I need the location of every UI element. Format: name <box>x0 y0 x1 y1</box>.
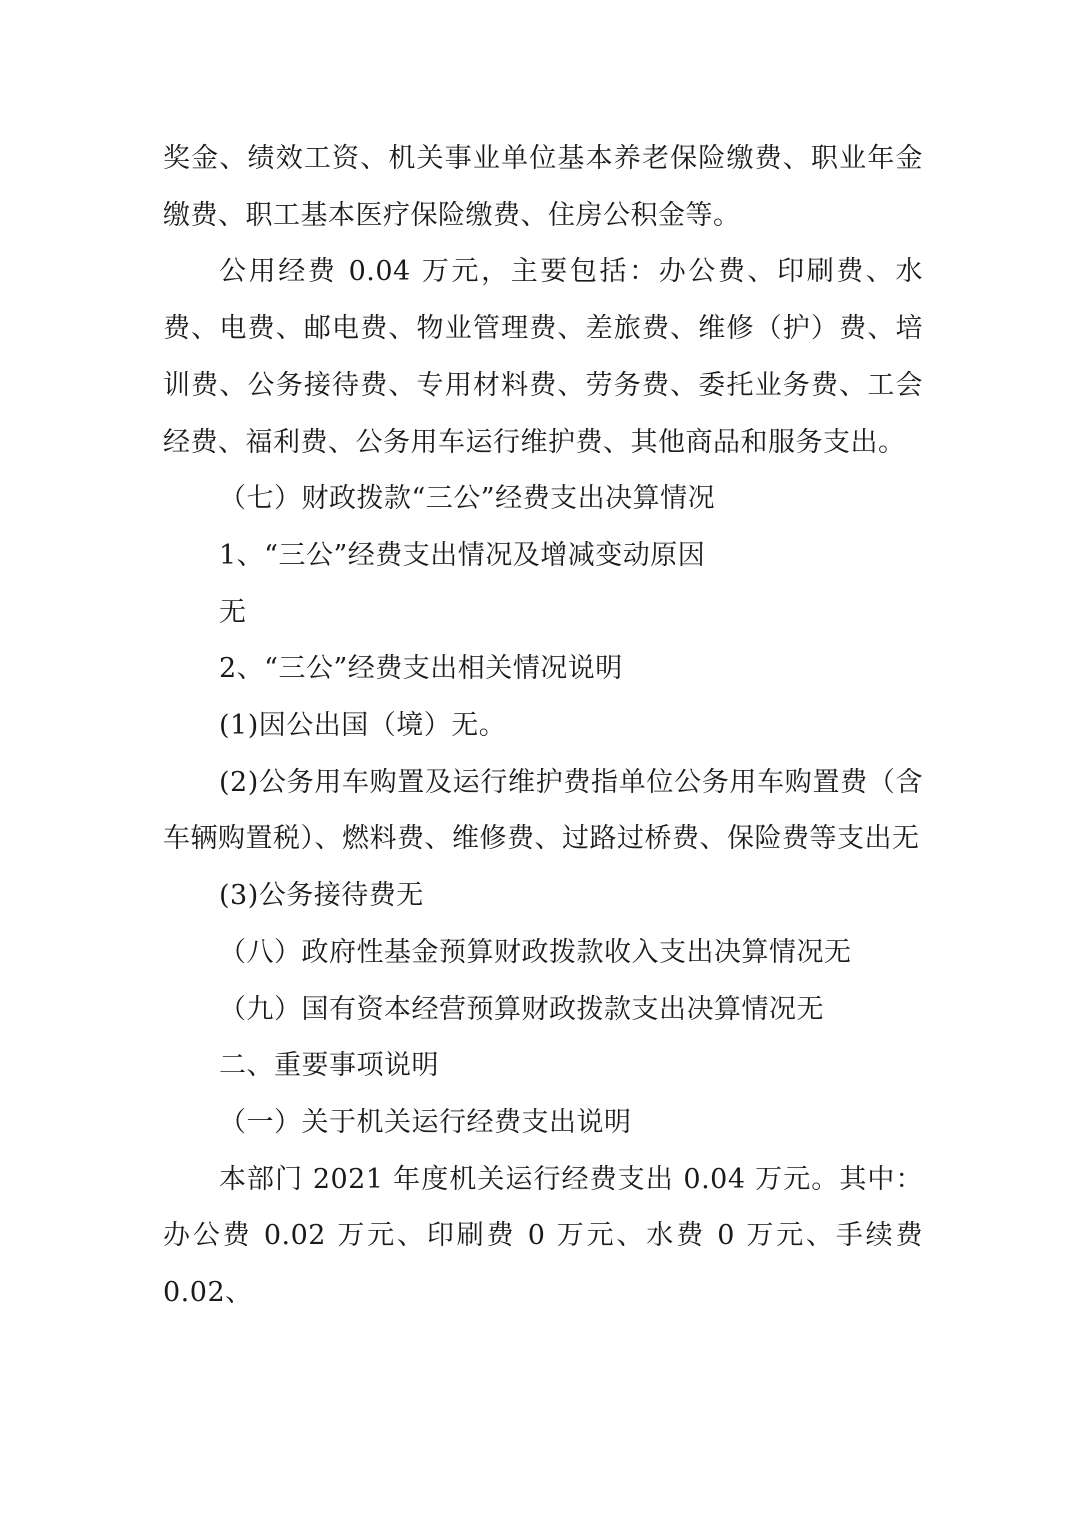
subheading-expense-notes: 2、“三公”经费支出相关情况说明 <box>219 653 623 685</box>
list-item-overseas-travel: (1)因公出国（境）无。 <box>219 710 507 742</box>
paragraph-public-expenses: 公用经费 0.04 万元，主要包括：办公费、印刷费、水费、电费、邮电费、物业管理费、差旅费、维修（护）费、培训费、公务接待费、专用材料费、劳务费、委托业务费、工会经费、福利费、公务用车运行维护费、其他商品和服务支出。 <box>163 256 923 458</box>
paragraph-salary-items: 奖金、绩效工资、机关事业单位基本养老保险缴费、职业年金缴费、职工基本医疗保险缴费、住房公积金等。 <box>163 143 923 231</box>
list-item-official-vehicles: (2)公务用车购置及运行维护费指单位公务用车购置费（含车辆购置税）、燃料费、维修费、过路过桥费、保险费等支出无 <box>163 766 923 855</box>
document-body <box>163 131 923 1322</box>
subheading-expense-changes: 1、“三公”经费支出情况及增减变动原因 <box>219 539 706 571</box>
heading-government-fund-budget: （八）政府性基金预算财政拨款收入支出决算情况无 <box>219 936 852 968</box>
heading-operating-expenses: （一）关于机关运行经费支出说明 <box>219 1106 632 1138</box>
list-item-official-reception: (3)公务接待费无 <box>219 880 424 912</box>
paragraph-none-1: 无 <box>219 596 247 628</box>
section-heading-important-matters: 二、重要事项说明 <box>219 1050 439 1082</box>
heading-state-capital-budget: （九）国有资本经营预算财政拨款支出决算情况无 <box>219 993 824 1025</box>
paragraph-operating-expenses-detail: 本部门 2021 年度机关运行经费支出 0.04 万元。其中：办公费 0.02 万元、印刷费 0 万元、水费 0 万元、手续费 0.02、 <box>163 1163 923 1309</box>
heading-three-public-expenses: （七）财政拨款“三公”经费支出决算情况 <box>219 483 716 515</box>
